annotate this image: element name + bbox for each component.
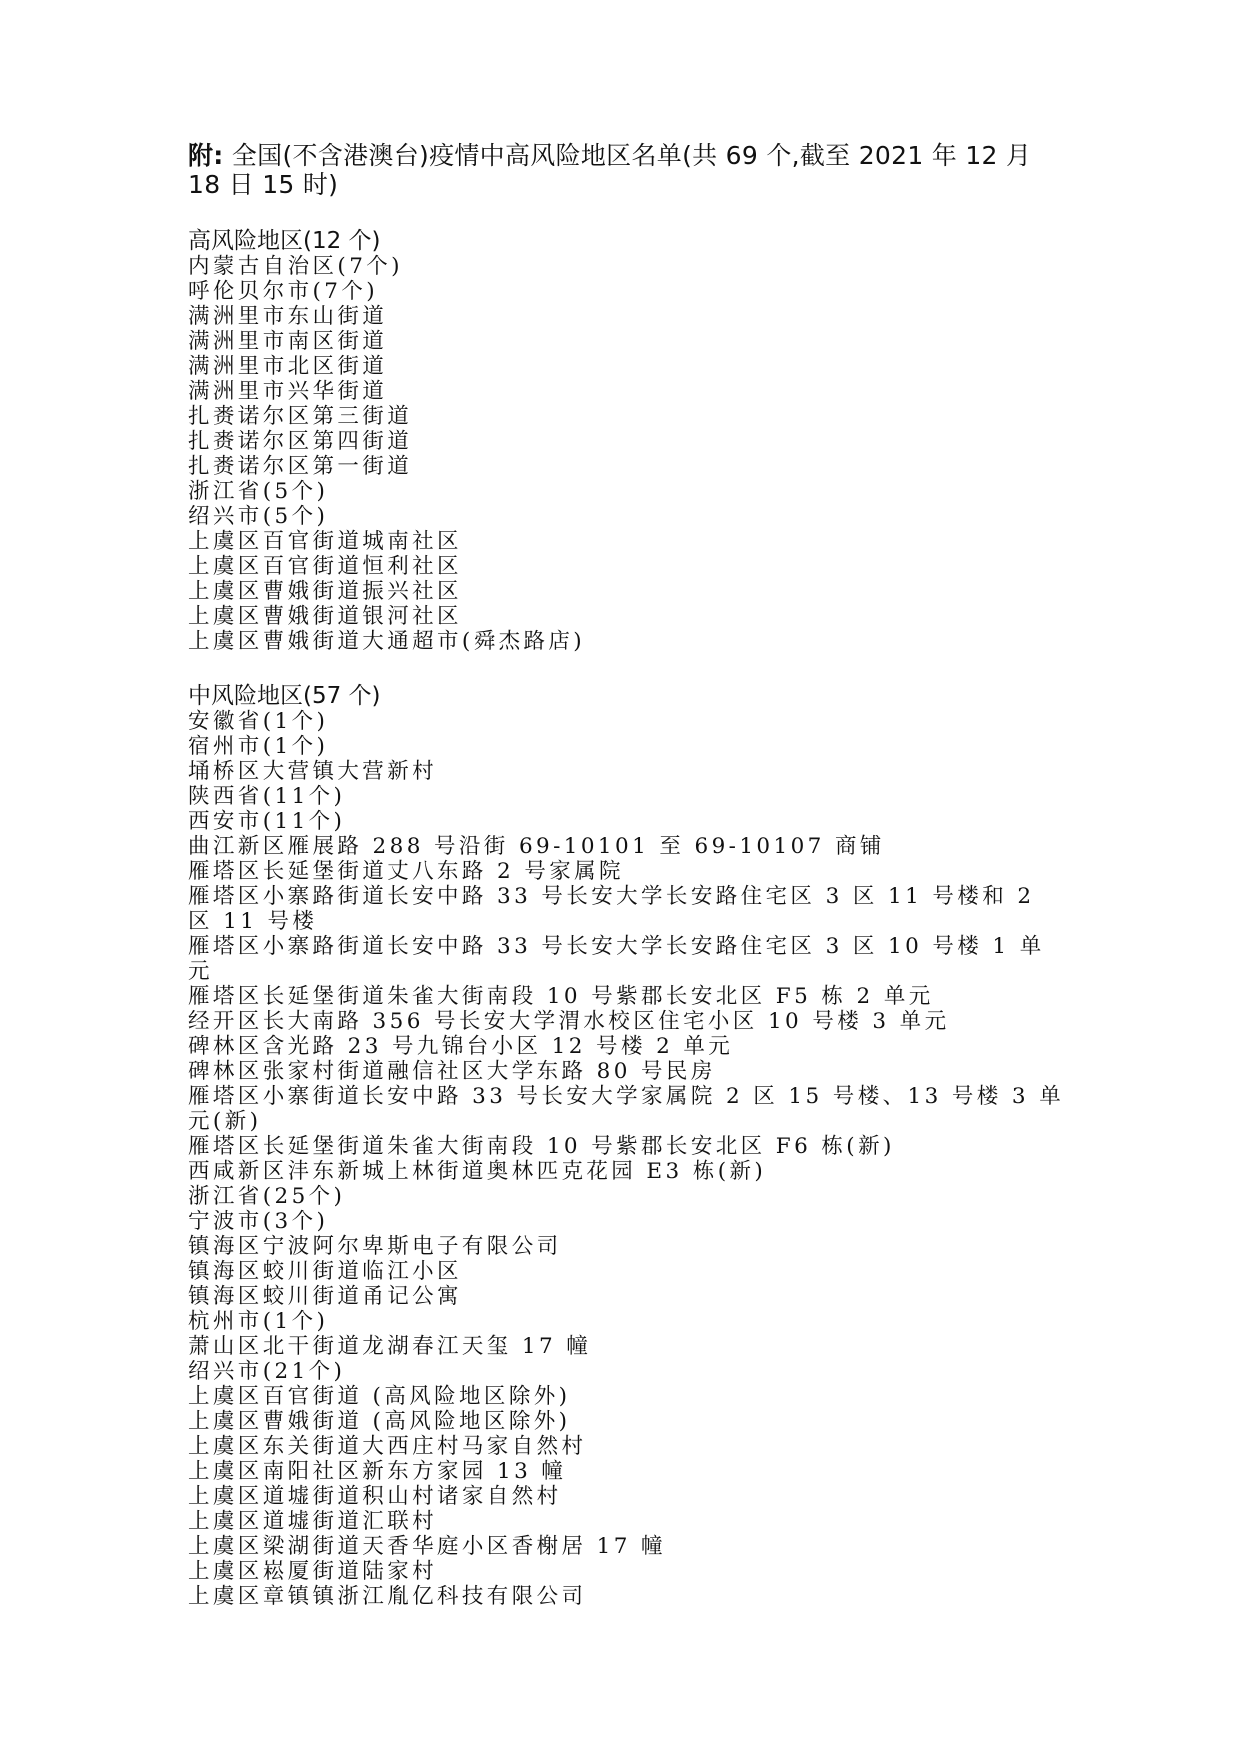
list-item: 上虞区百官街道城南社区 — [188, 529, 462, 554]
list-item: 雁塔区长延堡街道朱雀大街南段 10 号紫郡长安北区 F6 栋(新) — [188, 1134, 895, 1159]
list-item: 宁波市(3个) — [188, 1209, 329, 1234]
list-item: 上虞区章镇镇浙江胤亿科技有限公司 — [188, 1584, 587, 1609]
title-lead: 附: — [188, 141, 224, 170]
list-item: 宿州市(1个) — [188, 734, 329, 759]
list-item: 上虞区曹娥街道振兴社区 — [188, 579, 462, 604]
list-item: 雁塔区长延堡街道朱雀大街南段 10 号紫郡长安北区 F5 栋 2 单元 — [188, 984, 934, 1009]
document-title — [188, 141, 1068, 199]
medium-risk-section — [188, 683, 1068, 1609]
list-item: 绍兴市(21个) — [188, 1359, 346, 1384]
list-item: 浙江省(5个) — [188, 479, 329, 504]
list-item: 上虞区崧厦街道陆家村 — [188, 1559, 438, 1584]
list-item: 镇海区蛟川街道临江小区 — [188, 1259, 462, 1284]
list-item: 陕西省(11个) — [188, 784, 346, 809]
list-item: 呼伦贝尔市(7个) — [188, 279, 379, 304]
list-item: 曲江新区雁展路 288 号沿街 69-10101 至 69-10107 商铺 — [188, 834, 885, 859]
list-item: 西咸新区沣东新城上林街道奥林匹克花园 E3 栋(新) — [188, 1159, 767, 1184]
list-item: 上虞区曹娥街道大通超市(舜杰路店) — [188, 629, 586, 654]
list-item: 满洲里市北区街道 — [188, 354, 388, 379]
list-item: 上虞区百官街道 (高风险地区除外) — [188, 1384, 571, 1409]
high-risk-heading: 高风险地区(12 个) — [188, 228, 381, 254]
list-item: 上虞区梁湖街道天香华庭小区香榭居 17 幢 — [188, 1534, 666, 1559]
document-page — [188, 141, 1068, 1609]
list-item: 埇桥区大营镇大营新村 — [188, 759, 438, 784]
list-item: 萧山区北干街道龙湖春江天玺 17 幢 — [188, 1334, 592, 1359]
medium-risk-heading: 中风险地区(57 个) — [188, 683, 381, 709]
title-text: 全国(不含港澳台)疫情中高风险地区名单(共 69 个,截至 2021 年 12 月 18 日 15 时) — [188, 141, 1032, 199]
list-item: 镇海区宁波阿尔卑斯电子有限公司 — [188, 1234, 562, 1259]
high-risk-list — [188, 254, 1068, 654]
list-item: 雁塔区小寨路街道长安中路 33 号长安大学长安路住宅区 3 区 10 号楼 1 单元 — [188, 934, 1045, 984]
list-item: 上虞区道墟街道积山村诸家自然村 — [188, 1484, 562, 1509]
list-item: 碑林区张家村街道融信社区大学东路 80 号民房 — [188, 1059, 716, 1084]
list-item: 上虞区南阳社区新东方家园 13 幢 — [188, 1459, 567, 1484]
list-item: 杭州市(1个) — [188, 1309, 329, 1334]
medium-risk-list — [188, 709, 1068, 1609]
list-item: 扎赉诺尔区第一街道 — [188, 454, 413, 479]
list-item: 碑林区含光路 23 号九锦台小区 12 号楼 2 单元 — [188, 1034, 734, 1059]
list-item: 满洲里市南区街道 — [188, 329, 388, 354]
list-item: 满洲里市兴华街道 — [188, 379, 388, 404]
list-item: 扎赉诺尔区第三街道 — [188, 404, 413, 429]
list-item: 雁塔区小寨街道长安中路 33 号长安大学家属院 2 区 15 号楼、13 号楼 3 单元(新) — [188, 1084, 1065, 1134]
list-item: 雁塔区小寨路街道长安中路 33 号长安大学长安路住宅区 3 区 11 号楼和 2 区 11 号楼 — [188, 884, 1035, 934]
list-item: 上虞区道墟街道汇联村 — [188, 1509, 438, 1534]
list-item: 绍兴市(5个) — [188, 504, 329, 529]
list-item: 雁塔区长延堡街道丈八东路 2 号家属院 — [188, 859, 624, 884]
list-item: 镇海区蛟川街道甬记公寓 — [188, 1284, 462, 1309]
list-item: 浙江省(25个) — [188, 1184, 346, 1209]
list-item: 扎赉诺尔区第四街道 — [188, 429, 413, 454]
list-item: 上虞区百官街道恒利社区 — [188, 554, 462, 579]
list-item: 上虞区东关街道大西庄村马家自然村 — [188, 1434, 587, 1459]
list-item: 内蒙古自治区(7个) — [188, 254, 403, 279]
list-item: 西安市(11个) — [188, 809, 346, 834]
list-item: 满洲里市东山街道 — [188, 304, 388, 329]
list-item: 安徽省(1个) — [188, 709, 329, 734]
high-risk-section — [188, 228, 1068, 654]
list-item: 上虞区曹娥街道 (高风险地区除外) — [188, 1409, 571, 1434]
list-item: 经开区长大南路 356 号长安大学渭水校区住宅小区 10 号楼 3 单元 — [188, 1009, 950, 1034]
list-item: 上虞区曹娥街道银河社区 — [188, 604, 462, 629]
